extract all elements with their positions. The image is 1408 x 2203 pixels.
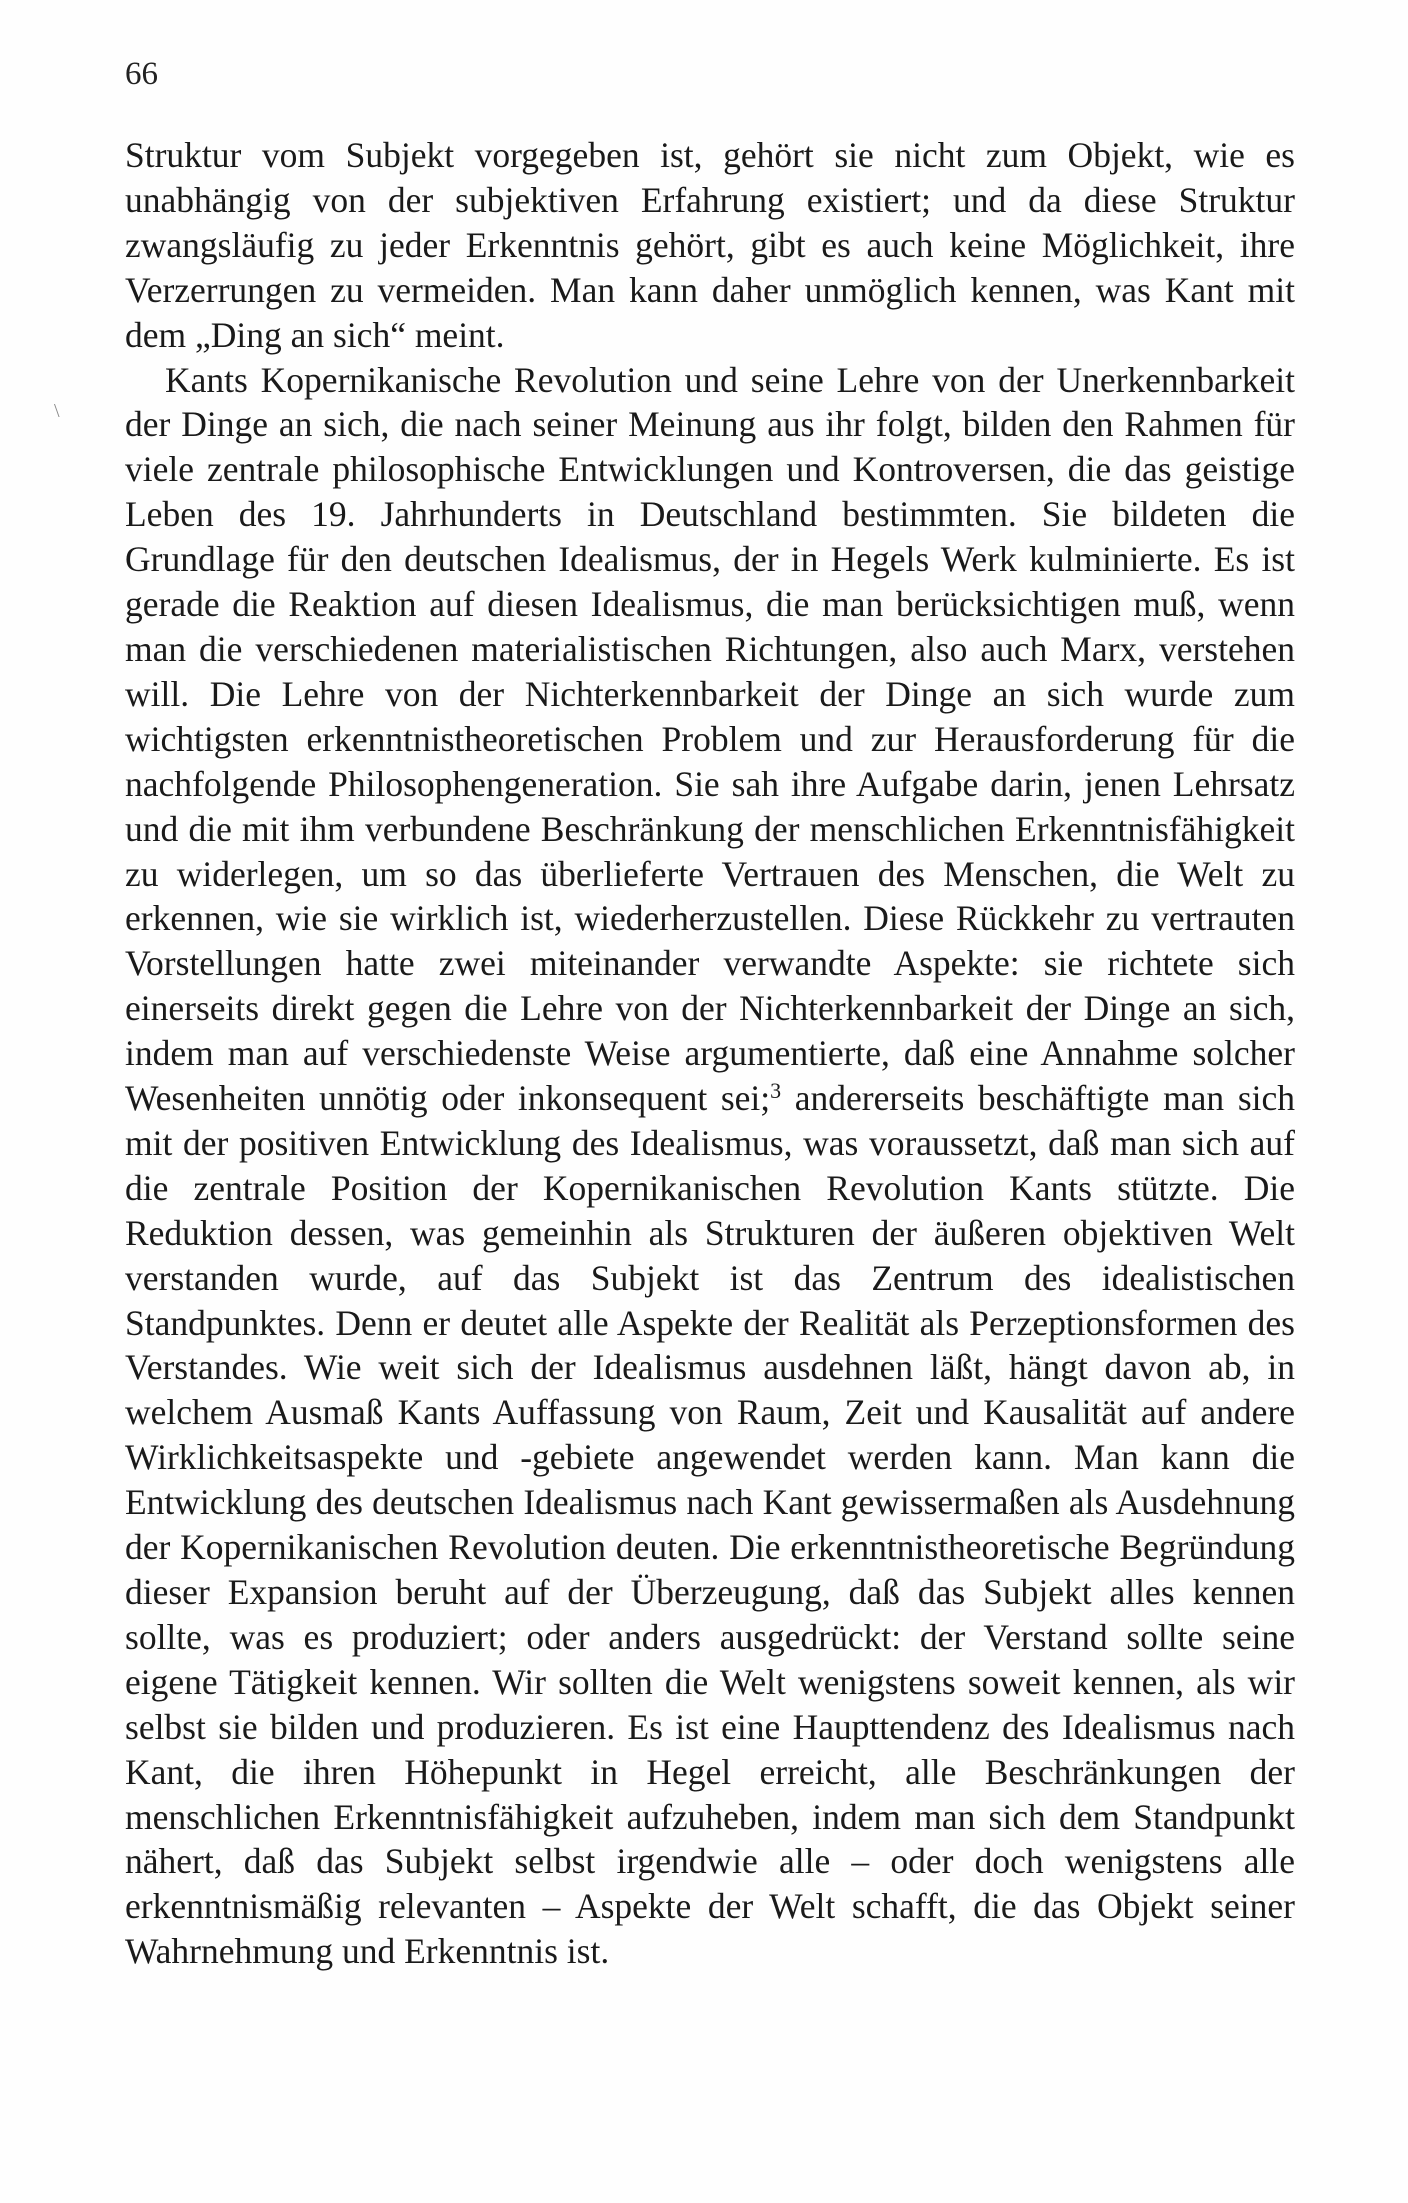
footnote-reference[interactable]: 3 — [770, 1077, 782, 1103]
paragraph-1: Struktur vom Subjekt vorgegeben ist, gehört sie nicht zum Objekt, wie es unabhängig von der subjektiven Erfahrung existiert; und da diese Struktur zwangsläufig zu jeder Erkenntnis gehört, gibt es auch keine Möglichkeit, ihre Verzerrungen zu vermeiden. Man kann daher unmöglich kennen, was Kant mit dem „Ding an sich“ meint. — [125, 135, 1295, 355]
paragraph-2-text-after-footnote: andererseits beschäftigte man sich mit der positiven Entwicklung des Idealismus, was voraussetzt, daß man sich auf die zentrale Position der Kopernikanischen Revolution Kants stützte. Die Reduktion dessen, was gemeinhin als Strukturen der äußeren objektiven Welt verstanden wurde, auf das Subjekt ist das Zentrum des idealistischen Standpunktes. Denn er deutet alle Aspekte der Realität als Perzeptionsformen des Verstandes. Wie weit sich der Idealismus ausdehnen läßt, hängt davon ab, in welchem Ausmaß Kants Auffassung von Raum, Zeit und Kausalität auf andere Wirklichkeitsaspekte und -gebiete angewendet werden kann. Man kann die Entwicklung des deutschen Idealismus nach Kant gewissermaßen als Ausdehnung der Kopernikanischen Revolution deuten. Die erkenntnistheoretische Begründung dieser Expansion beruht auf der Überzeugung, daß das Subjekt alles kennen sollte, was es produziert; oder anders ausgedrückt: der Verstand sollte seine eigene Tätigkeit kennen. Wir sollten die Welt wenigstens soweit kennen, als wir selbst sie bilden und produzieren. Es ist eine Haupttendenz des Idealismus nach Kant, die ihren Höhepunkt in Hegel erreicht, alle Beschränkungen der menschlichen Erkenntnisfähigkeit aufzuheben, indem man sich dem Standpunkt nähert, daß das Subjekt selbst irgendwie alle – oder doch wenigstens alle erkenntnismäßig relevanten – Aspekte der Welt schafft, die das Objekt seiner Wahrnehmung und Erkenntnis ist. — [125, 1078, 1295, 1972]
paragraph-2-text-before-footnote: Kants Kopernikanische Revolution und seine Lehre von der Unerkennbarkeit der Dinge an sich, die nach seiner Meinung aus ihr folgt, bilden den Rahmen für viele zentrale philosophische Entwicklungen und Kontroversen, die das geistige Leben des 19. Jahrhunderts in Deutschland bestimmten. Sie bildeten die Grundlage für den deutschen Idealismus, der in Hegels Werk kulminierte. Es ist gerade die Reaktion auf diesen Idealismus, die man berücksichtigen muß, wenn man die verschiedenen materialistischen Richtungen, also auch Marx, verstehen will. Die Lehre von der Nichterkennbarkeit der Dinge an sich wurde zum wichtigsten erkenntnistheoretischen Problem und zur Herausforderung für die nachfolgende Philosophengeneration. Sie sah ihre Aufgabe darin, jenen Lehrsatz und die mit ihm verbundene Beschränkung der menschlichen Erkenntnisfähigkeit zu widerlegen, um so das überlieferte Vertrauen des Menschen, die Welt zu erkennen, wie sie wirklich ist, wiederherzustellen. Diese Rückkehr zu vertrauten Vorstellungen hatte zwei miteinander verwandte Aspekte: sie richtete sich einerseits direkt gegen die Lehre von der Nichterkennbarkeit der Dinge an sich, indem man auf verschiedenste Weise argumentierte, daß eine Annahme solcher Wesenheiten unnötig oder inkonsequent sei; — [125, 359, 1295, 1119]
margin-pencil-mark: \ — [54, 400, 60, 422]
paragraph-2 — [125, 358, 1295, 1975]
page-number: 66 — [125, 56, 158, 92]
body-text — [125, 133, 1295, 1974]
